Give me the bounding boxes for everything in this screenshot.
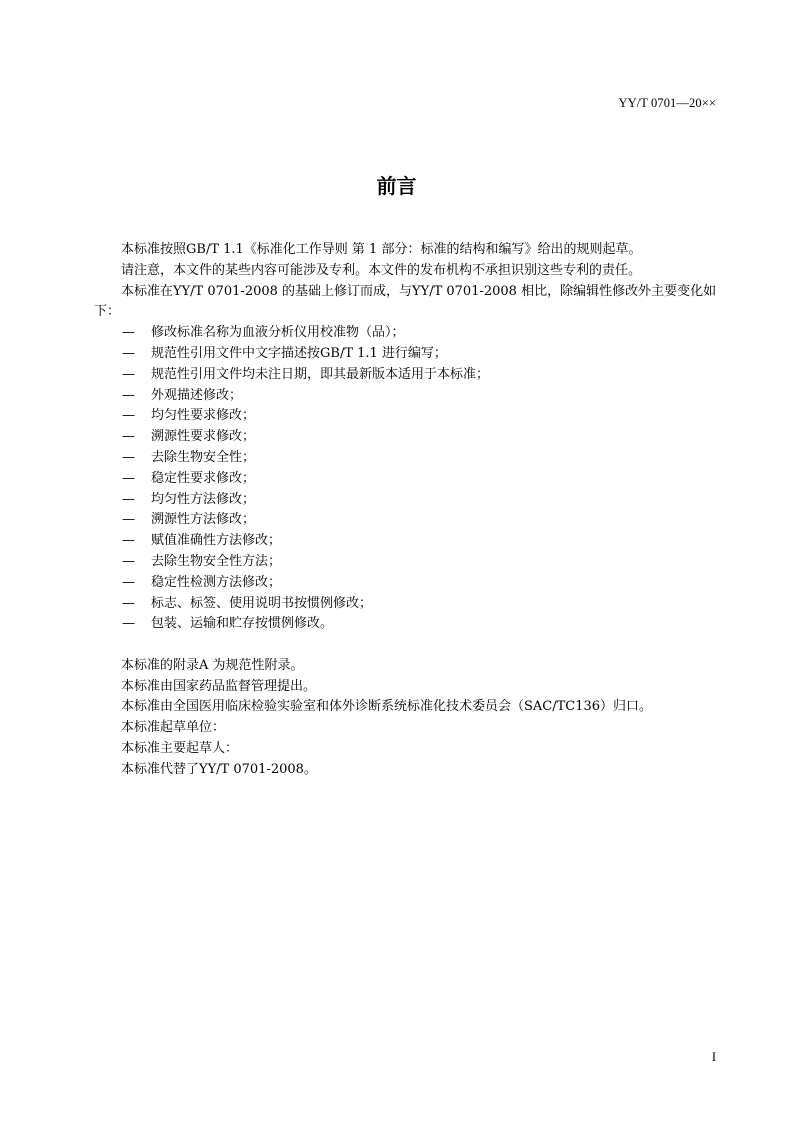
change-item-text: 规范性引用文件中文字描述按GB/T 1.1 进行编写； (151, 345, 447, 361)
change-item-text: 外观描述修改； (151, 387, 243, 403)
intro-paragraph: 本标准按照GB/T 1.1《标准化工作导则 第 1 部分：标准的结构和编写》给出的规则起草。 (121, 242, 642, 257)
change-item-text: 稳定性检测方法修改； (151, 574, 282, 590)
change-item-text: 均匀性方法修改； (151, 491, 256, 507)
change-list (94, 323, 718, 635)
closing-paragraph: 本标准代替了YY/T 0701-2008。 (121, 761, 317, 777)
change-item-text: 规范性引用文件均未注日期，即其最新版本适用于本标准； (151, 366, 490, 382)
dash-bullet: — (122, 616, 135, 632)
change-item (94, 427, 718, 448)
change-item (94, 531, 718, 552)
dash-bullet: — (122, 325, 135, 341)
dash-bullet: — (122, 595, 135, 611)
change-item (94, 490, 718, 511)
dash-bullet: — (122, 512, 135, 528)
change-item-text: 溯源性方法修改； (151, 512, 256, 528)
change-item-text: 溯源性要求修改； (151, 429, 256, 445)
page-number: I (711, 1050, 716, 1064)
closing-paragraph: 本标准主要起草人： (121, 740, 239, 756)
change-item-text: 去除生物安全性方法； (151, 553, 282, 569)
document-code: YY/T 0701—20×× (618, 96, 716, 110)
dash-bullet: — (122, 533, 135, 549)
intro-paragraph: 请注意，本文件的某些内容可能涉及专利。本文件的发布机构不承担识别这些专利的责任。 (121, 262, 642, 278)
closing-paragraph: 本标准由全国医用临床检验实验室和体外诊断系统标准化技术委员会（SAC/TC136）归口。 (121, 699, 653, 715)
change-item-text: 赋值准确性方法修改； (151, 533, 282, 549)
closing-paragraph: 本标准的附录A 为规范性附录。 (121, 657, 304, 673)
dash-bullet: — (122, 574, 135, 590)
dash-bullet: — (122, 366, 135, 382)
dash-bullet: — (122, 449, 135, 465)
change-item (94, 510, 718, 531)
foreword-body (94, 240, 718, 781)
closing-paragraph: 本标准起草单位： (121, 720, 226, 736)
dash-bullet: — (122, 491, 135, 507)
change-item-text: 均匀性要求修改； (151, 408, 256, 424)
change-item (94, 614, 718, 635)
change-item (94, 573, 718, 594)
change-item (94, 323, 718, 344)
dash-bullet: — (122, 553, 135, 569)
dash-bullet: — (122, 345, 135, 361)
change-item (94, 552, 718, 573)
closing-paragraph: 本标准由国家药品监督管理提出。 (121, 678, 317, 694)
dash-bullet: — (122, 387, 135, 403)
change-item (94, 386, 718, 407)
page-title: 前言 (376, 174, 417, 198)
dash-bullet: — (122, 429, 135, 445)
change-item (94, 365, 718, 386)
change-item-text: 标志、标签、使用说明书按惯例修改； (151, 595, 373, 611)
change-item-text: 稳定性要求修改； (151, 470, 256, 486)
change-item (94, 406, 718, 427)
change-item-text: 修改标准名称为血液分析仪用校准物（品）； (151, 325, 405, 341)
change-item-text: 包装、运输和贮存按惯例修改。 (151, 616, 334, 632)
change-item (94, 448, 718, 469)
change-item-text: 去除生物安全性； (151, 449, 256, 465)
intro-paragraph: 本标准在YY/T 0701-2008 的基础上修订而成，与YY/T 0701-2008 相比，除编辑性修改外主要变化如下： (94, 283, 717, 320)
change-item (94, 469, 718, 490)
change-item (94, 344, 718, 365)
change-item (94, 594, 718, 615)
dash-bullet: — (122, 470, 135, 486)
paragraph-gap (94, 635, 718, 656)
dash-bullet: — (122, 408, 135, 424)
